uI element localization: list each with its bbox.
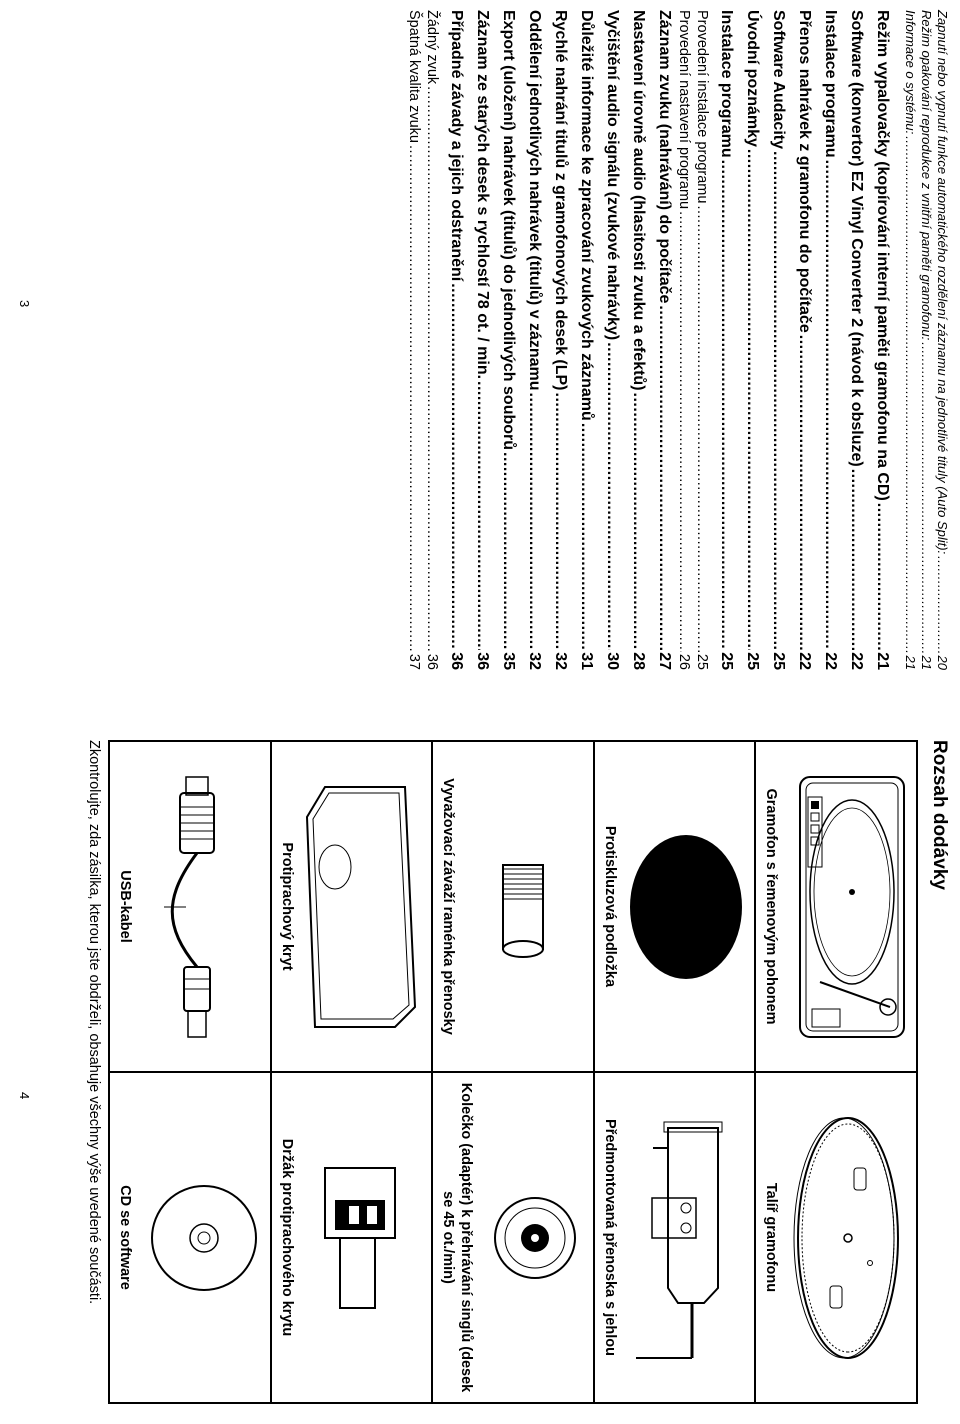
slipmat-icon [623,757,748,1057]
toc-entry [518,10,543,670]
toc-entry-title: Instalace programu [718,10,735,158]
platter-icon [790,1088,910,1388]
toc-entry-page: 20 [935,655,950,670]
toc-entry-title: Software Audacity [770,10,787,149]
toc-leader-dots [676,211,692,652]
toc-entry-page: 21 [874,652,891,670]
toc-entry-page: 25 [718,652,735,670]
toc-leader-dots [769,151,787,650]
toc-entry [902,10,918,670]
toc-entry [422,10,440,670]
toc-leader-dots [903,136,918,653]
toc-leader-dots [473,381,491,650]
toc-entry-title: Režim vypalovačky (kopírování interní paměti gramofonu na CD) [874,10,891,501]
counterweight-icon [462,757,587,1057]
toc-entry-page: 37 [406,653,422,670]
scope-title: Rozsah dodávky [929,740,950,890]
toc-entry [544,10,569,670]
toc-entry [788,10,813,670]
toc-leader-dots [499,452,517,650]
toc-entry-title: Nastavení úrovně audio (hlasitosti zvuku a efektů) [630,10,647,391]
toc-entry-title: Provedení nastavení programu [676,10,692,210]
delivery-item-label: Předmontovaná přenoska s jehlou [601,1119,618,1356]
toc-entry-title: Software (konvertor) EZ Vinyl Converter 2 (návod k obsluze) [848,10,865,467]
delivery-items-grid [108,740,918,1404]
delivery-check-note: Zkontrolujte, zda zásilka, kterou jste obdrželi, obsahuje všechny výše uvedené součásti. [86,740,102,1305]
toc-entry [466,10,491,670]
toc-entry [648,10,673,670]
toc-leader-dots [694,205,710,651]
toc-entry-page: 35 [500,652,517,670]
toc-entry-page: 22 [848,652,865,670]
toc-entry-page: 27 [656,652,673,670]
toc-entry-title: Špatná kvalita zvuku [406,10,422,143]
toc-entry-title: Vyčištění audio signálu (zvukové nahrávky) [604,10,621,341]
toc-leader-dots [577,423,595,650]
toc-entry [710,10,735,670]
usb-cable-icon [139,757,264,1057]
toc-entry-page: 22 [822,652,839,670]
toc-entry-page: 36 [474,652,491,670]
toc-leader-dots [603,342,621,650]
toc-entry-page: 21 [903,655,918,670]
toc-entry [674,10,692,670]
toc-entry-title: Rychlé nahrání titulů z gramofonových desek (LP) [552,10,569,391]
toc-entry [622,10,647,670]
toc-leader-dots [424,86,440,652]
delivery-item-turntable [755,741,917,1072]
toc-entry [918,10,934,670]
toc-entry-page: 31 [578,652,595,670]
delivery-item-label: Protiskluzová podložka [601,825,618,988]
delivery-item-label: Držák protiprachového krytu [278,1138,295,1337]
delivery-item-label: Talíř gramofonu [763,1182,780,1293]
table-of-contents [404,10,950,670]
toc-entry-page: 26 [676,653,692,670]
cd-icon [139,1088,264,1388]
toc-entry [814,10,839,670]
toc-leader-dots [873,503,891,650]
page-number-right: 4 [17,1092,32,1100]
toc-entry-page: 21 [919,655,934,670]
toc-entry [404,10,422,670]
toc-entry-title: Záznam zvuku (nahrávání) do počítače [656,10,673,304]
toc-entry-page: 30 [604,652,621,670]
toc-leader-dots [655,305,673,650]
toc-entry-page: 36 [424,653,440,670]
toc-entry-title: Provedení instalace programu [694,10,710,204]
toc-entry [866,10,891,670]
toc-entry [692,10,710,670]
page-number-left: 3 [17,300,32,308]
delivery-item-label: CD se software [117,1185,133,1290]
toc-leader-dots [447,283,465,650]
delivery-item-platter [755,1072,917,1403]
toc-entry-page: 25 [694,653,710,670]
toc-entry [492,10,517,670]
toc-entry-page: 32 [552,652,569,670]
toc-entry-title: Přenos nahrávek z gramofonu do počítače [796,10,813,333]
toc-leader-dots [935,556,950,653]
toc-entry-page: 32 [526,652,543,670]
toc-entry-title: Informace o systému: [903,10,918,135]
toc-entry [596,10,621,670]
delivery-item-label: Vyvažovací závaží raménka přenosky [440,778,457,1035]
toc-entry-title: Žádný zvuk [424,10,440,85]
delivery-item-label: Kolečko (adaptér) k přehrávání singlů (desek se 45 ot./min) [440,1082,475,1393]
delivery-item-cd [109,1072,271,1403]
delivery-item-counterweight [432,741,594,1072]
delivery-item-dust-cover [271,741,433,1072]
turntable-icon [790,757,910,1057]
dust-cover-icon [300,757,425,1057]
toc-leader-dots [525,393,543,651]
hinge-icon [300,1088,425,1388]
toc-entry [736,10,761,670]
toc-leader-dots [743,149,761,650]
delivery-item-label: USB-kabel [117,870,133,943]
toc-entry-title: Zapnutí nebo vypnutí funkce automatického rozdělení záznamu na jednotlivé tituly (Auto Split): [935,10,950,555]
toc-entry-page: 25 [770,652,787,670]
delivery-item-label: Protiprachový kryt [278,842,295,971]
toc-leader-dots [795,335,813,650]
toc-leader-dots [717,160,735,651]
toc-entry-page: 28 [630,652,647,670]
toc-leader-dots [551,393,569,651]
toc-entry [840,10,865,670]
toc-entry-title: Režim opakování reprodukce z vnitřní paměti gramofonu: [919,10,934,341]
toc-leader-dots [821,160,839,651]
delivery-item-label: Gramofon s řemenovým pohonem [763,788,780,1025]
toc-entry-title: Úvodní poznámky [744,10,761,147]
toc-entry-title: Případné závady a jejich odstranění [448,10,465,282]
delivery-item-headshell [594,1072,756,1403]
toc-entry-title: Oddělení jednotlivých nahrávek (titulů) v záznamu [526,10,543,391]
toc-entry-title: Záznam ze starých desek s rychlostí 78 ot. / min. [474,10,491,380]
toc-leader-dots [847,469,865,651]
toc-entry-page: 25 [744,652,761,670]
delivery-item-hinge [271,1072,433,1403]
toc-entry-title: Export (uložení) nahrávek (titulů) do jednotlivých souborů [500,10,517,451]
adapter-icon [477,1088,587,1388]
toc-entry-page: 36 [448,652,465,670]
toc-entry-title: Důležité informace ke zpracování zvukových záznamů [578,10,595,421]
toc-entry [440,10,465,670]
delivery-item-adapter [432,1072,594,1403]
toc-entry [570,10,595,670]
toc-leader-dots [919,342,934,653]
headshell-icon [623,1088,748,1388]
toc-entry [762,10,787,670]
toc-leader-dots [406,145,422,652]
delivery-item-usb-cable [109,741,271,1072]
toc-entry-page: 22 [796,652,813,670]
delivery-item-slipmat [594,741,756,1072]
toc-entry [934,10,950,670]
toc-leader-dots [629,393,647,651]
toc-entry-title: Instalace programu [822,10,839,158]
